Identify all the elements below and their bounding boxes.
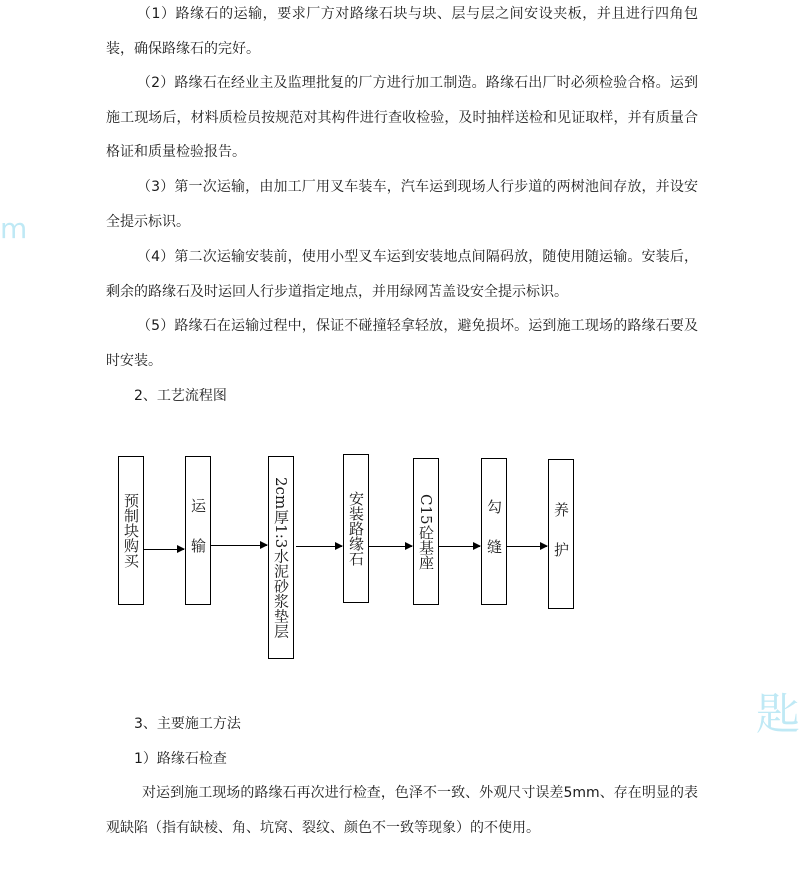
subsection-heading-curb-inspection: 1）路缘石检查 [134,751,227,767]
paragraph-transport-2: （2）路缘石在经业主及监理批复的厂方进行加工制造。路缘石出厂时必须检验合格。运到施工现场后，材料质检员按规范对其构件进行查收检验，及时抽样送检和见证取样，并有质量合格证和质量检验报告。 [106,75,698,160]
flow-step-5-label: C15砼基座 [417,493,435,570]
flow-step-4-label: 安装路缘石 [347,491,365,566]
edge-fragment-left: m [0,212,28,245]
flow-step-6-label: 勾 缝 [485,499,503,564]
paragraph-curb-inspection: 对运到施工现场的路缘石再次进行检查，色泽不一致、外观尺寸误差5mm、存在明显的表观缺陷（指有缺棱、角、坑窝、裂纹、颜色不一致等现象）的不使用。 [106,785,698,836]
flow-step-3 [268,456,294,659]
flow-arrow-2 [211,545,267,546]
flow-arrow-5 [439,546,480,547]
flow-step-5 [413,458,439,605]
section-heading-construction-methods: 3、主要施工方法 [134,716,241,732]
flow-step-6 [481,458,507,605]
flow-step-7 [548,459,574,609]
flow-step-3-label: 2cm厚1:3水泥砂浆垫层 [272,476,290,639]
paragraph-transport-3: （3）第一次运输，由加工厂用叉车装车，汽车运到现场人行步道的两树池间存放，并设安全提示标识。 [106,179,698,230]
flow-arrow-4 [369,546,412,547]
flow-step-2 [185,456,211,605]
paragraph-transport-5: （5）路缘石在运输过程中，保证不碰撞轻拿轻放，避免损坏。运到施工现场的路缘石要及时安装。 [106,318,698,369]
flow-step-1 [118,456,144,605]
paragraph-transport-4: （4）第二次运输安装前，使用小型叉车运到安装地点间隔码放，随使用随运输。安装后，剩余的路缘石及时运回人行步道指定地点，并用绿网苫盖设安全提示标识。 [106,249,698,300]
flow-step-2-label: 运 输 [189,498,207,563]
flow-arrow-3 [296,546,342,547]
paragraph-transport-1: （1）路缘石的运输，要求厂方对路缘石块与块、层与层之间安设夹板，并且进行四角包装，确保路缘石的完好。 [106,6,698,57]
section-heading-process-flow: 2、工艺流程图 [134,388,227,404]
edge-fragment-right: 匙 [756,689,800,740]
flow-arrow-1 [144,549,184,550]
process-flowchart [0,440,791,670]
flow-step-1-label: 预制块购买 [122,493,140,568]
flow-step-4 [343,454,369,603]
flow-step-7-label: 养 护 [552,501,570,567]
flow-arrow-6 [507,546,547,547]
